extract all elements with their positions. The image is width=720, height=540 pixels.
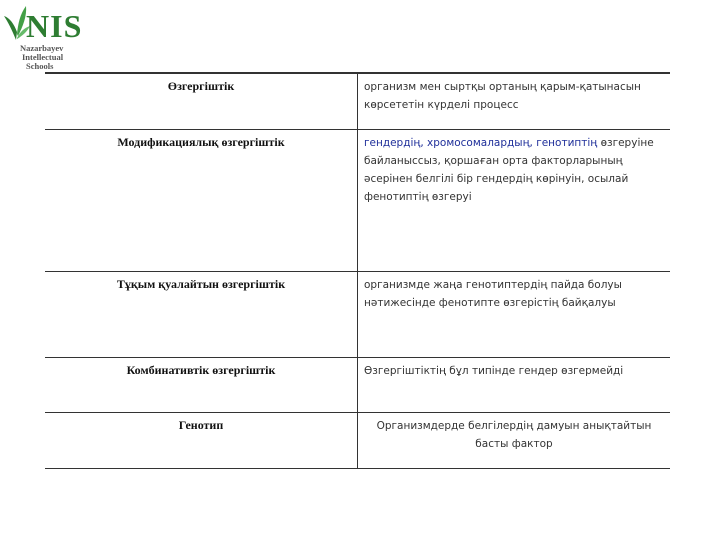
- definition-cell: организмде жаңа генотиптердің пайда болуы нәтижесінде фенотипте өзгерістің байқалуы: [358, 271, 671, 357]
- logo-line-1: Nazarbayev: [20, 43, 64, 53]
- definition-cell: Организмдерде белгілердің дамуын анықтайтын басты фактор: [358, 412, 671, 468]
- definition-highlight: гендердің, хромосомалардың, генотиптің: [364, 136, 601, 149]
- nis-logo: [2, 4, 82, 70]
- logo-mark: NIS: [26, 8, 83, 44]
- term-cell: Генотип: [45, 412, 358, 468]
- definition-cell: Өзгергіштіктің бұл типінде гендер өзгермейді: [358, 357, 671, 412]
- logo-line-2: Intellectual: [22, 52, 64, 62]
- table-row: [45, 357, 670, 412]
- table-row: [45, 129, 670, 271]
- table-row: [45, 412, 670, 468]
- table-row: [45, 73, 670, 129]
- term-cell: Модификациялық өзгергіштік: [45, 129, 358, 271]
- definition-cell: организм мен сыртқы ортаның қарым-қатынасын көрсететін күрделі процесс: [358, 73, 671, 129]
- terms-table: [45, 72, 670, 469]
- term-cell: Өзгергіштік: [45, 73, 358, 129]
- logo-line-3: Schools: [26, 61, 54, 71]
- table-row: [45, 271, 670, 357]
- definition-cell: [358, 129, 671, 271]
- term-cell: Тұқым қуалайтын өзгергіштік: [45, 271, 358, 357]
- definition-rest: өзгеруіне байланыссыз, қоршаған орта факторларының әсерінен белгілі бір гендердің көрінуін, осылай фенотиптің өзгеруі: [364, 136, 654, 203]
- term-cell: Комбинативтік өзгергіштік: [45, 357, 358, 412]
